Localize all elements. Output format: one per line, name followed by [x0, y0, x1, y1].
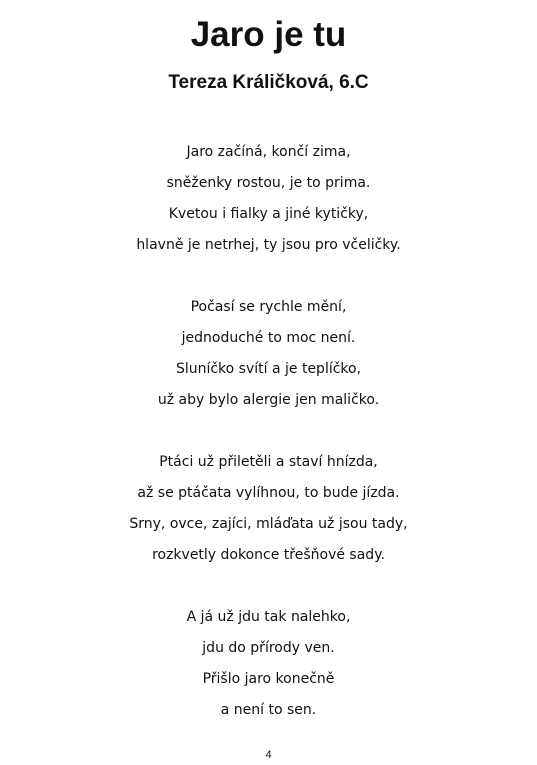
poem-body: [0, 137, 537, 757]
stanza-4: [0, 602, 537, 726]
poem-line: jdu do přírody ven.: [202, 640, 335, 656]
poem-line: Jaro začíná, končí zima,: [186, 144, 351, 160]
poem-line: hlavně je netrhej, ty jsou pro včeličky.: [136, 237, 401, 253]
stanza-2: [0, 292, 537, 416]
page-number: 4: [265, 749, 272, 761]
author-line: Tereza Králičková, 6.C: [168, 72, 369, 93]
poem-title: Jaro je tu: [190, 15, 347, 54]
stanza-1: [0, 137, 537, 261]
poem-line: Počasí se rychle mění,: [190, 299, 347, 315]
poem-line: jednoduché to moc není.: [181, 330, 356, 346]
stanza-3: [0, 447, 537, 571]
poem-line: už aby bylo alergie jen maličko.: [157, 392, 380, 408]
poem-line: sněženky rostou, je to prima.: [166, 175, 371, 191]
poem-line: A já už jdu tak nalehko,: [186, 609, 351, 625]
poem-line: rozkvetly dokonce třešňové sady.: [152, 547, 385, 563]
poem-line: Kvetou i fialky a jiné kytičky,: [168, 206, 369, 222]
poem-line: Srny, ovce, zajíci, mláďata už jsou tady,: [129, 516, 408, 532]
poem-line: Sluníčko svítí a je teplíčko,: [175, 361, 362, 377]
poem-line: a není to sen.: [220, 702, 317, 718]
poem-line: Ptáci už přiletěli a staví hnízda,: [159, 454, 378, 470]
poem-line: Přišlo jaro konečně: [202, 671, 335, 687]
poem-line: až se ptáčata vylíhnou, to bude jízda.: [137, 485, 400, 501]
